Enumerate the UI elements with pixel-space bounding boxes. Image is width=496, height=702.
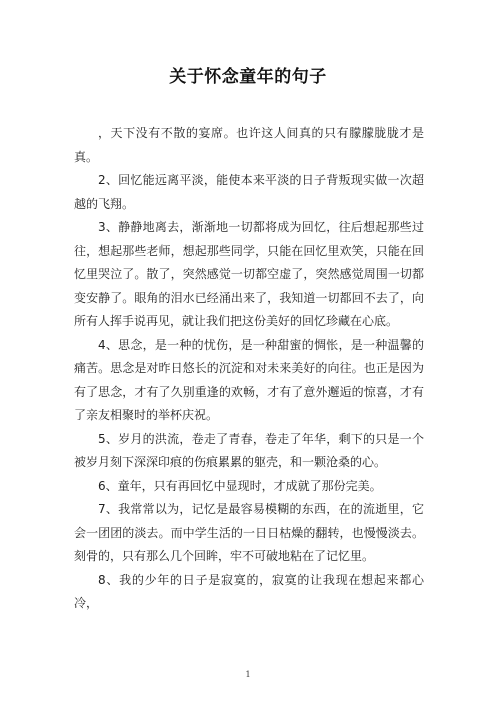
paragraph: 6、童年，只有再回忆中显现时，才成就了那份完美。	[98, 478, 382, 493]
paragraph: 5、岁月的洪流，卷走了青春，卷走了年华，剩下的只是一个被岁月刻下深深印痕的伤痕累累的躯壳，和一颗沧桑的心。	[74, 431, 424, 469]
paragraph: 2、回忆能远离平淡，能使本来平淡的日子背叛现实做一次超越的飞翔。	[74, 173, 424, 211]
page-number: 1	[245, 670, 251, 679]
paragraph: 7、我常常以为，记忆是最容易模糊的东西，在的流逝里，它会一团团的淡去。而中学生活的一日日枯燥的翻转，也慢慢淡去。刻骨的，只有那么几个回眸，牢不可破地粘在了记忆里。	[74, 502, 424, 563]
paragraph: 4、思念，是一种的忧伤，是一种甜蜜的惆怅，是一种温馨的痛苦。思念是对昨日悠长的沉淀和对未来美好的向往。也正是因为有了思念，才有了久别重逢的欢畅，才有了意外邂逅的惊喜，才有了亲友相聚时的举杯庆祝。	[74, 337, 424, 422]
document-body	[74, 122, 424, 616]
paragraph: 8、我的少年的日子是寂寞的，寂寞的让我现在想起来都心冷，	[74, 572, 424, 610]
document-title: 关于怀念童年的句子	[169, 67, 327, 87]
paragraph: ，天下没有不散的宴席。也许这人间真的只有朦朦胧胧才是真。	[74, 126, 424, 164]
paragraph: 3、静静地离去，渐渐地一切都将成为回忆，往后想起那些过往，想起那些老师，想起那些同学，只能在回忆里欢笑，只能在回忆里哭泣了。散了，突然感觉一切都空虚了，突然感觉周围一切都变安静了。眼角的泪水已经涌出来了，我知道一切都回不去了，向所有人挥手说再见，就让我们把这份美好的回忆珍藏在心底。	[74, 220, 424, 328]
